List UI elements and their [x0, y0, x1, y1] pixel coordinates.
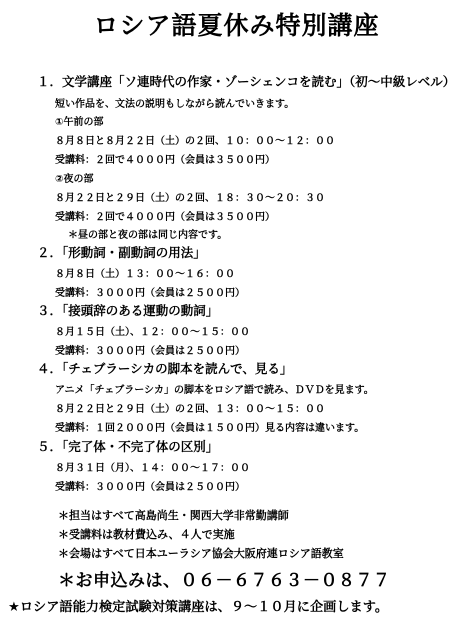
course-1-evening-schedule: ８月２２日と２９日（土）の２回、１８：３０～２０：３０ — [55, 193, 325, 204]
note-fee-includes: ＊受講料は教材費込み、４人で実施 — [58, 528, 235, 541]
course-1-evening-label: ②夜の部 — [55, 174, 94, 185]
course-5-schedule: ８月３１日（月）、１４：００～１７：００ — [55, 463, 250, 474]
note-venue: ＊会場はすべて日本ユーラシア協会大阪府連ロシア語教室 — [58, 547, 344, 560]
course-1-morning-label: ①午前の部 — [55, 117, 104, 128]
course-1-morning-schedule: ８月８日と８月２２日（土）の２回、１０：００～１２：００ — [55, 136, 335, 147]
course-3-fee: 受講料：３０００円（会員は２５００円） — [55, 346, 245, 357]
footer-announcement: ★ロシア語能力検定試験対策講座は、９～１０月に企画します。 — [8, 600, 389, 615]
course-4-fee: 受講料：１回２０００円（会員は１５００円）見る内容は違います。 — [55, 423, 365, 434]
course-1-evening-fee: 受講料：２回で４０００円（会員は３５００円） — [55, 212, 275, 223]
page-title: ロシア語夏休み特別講座 — [93, 11, 380, 40]
course-4-schedule: ８月２２日と２９日（土）の２回、１３：００～１５：００ — [55, 404, 325, 415]
course-3-heading: ３．「接頭辞のある運動の動詞」 — [37, 303, 219, 318]
course-2-heading: ２．「形動詞・副動詞の用法」 — [37, 245, 206, 260]
course-2-fee: 受講料：３０００円（会員は２５００円） — [55, 288, 245, 299]
course-3-schedule: ８月１５日（土）、１２：００～１５：００ — [55, 327, 250, 338]
course-1-note: ＊昼の部と夜の部は同じ内容です。 — [68, 230, 228, 241]
course-5-fee: 受講料：３０００円（会員は２５００円） — [55, 482, 245, 493]
course-5-heading: ５．「完了体・不完了体の区別」 — [37, 439, 219, 454]
course-4-description: アニメ「チェブラーシカ」の脚本をロシア語で読み、ＤＶＤを見ます。 — [55, 385, 374, 396]
course-1-morning-fee: 受講料：２回で４０００円（会員は３５００円） — [55, 155, 275, 166]
course-1-description: 短い作品を、文法の説明もしながら読んでいきます。 — [55, 99, 295, 110]
note-instructor: ＊担当はすべて高島尚生・関西大学非常勤講師 — [58, 509, 289, 522]
course-1-heading: １．文学講座「ソ連時代の作家・ゾーシェンコを読む」（初～中級レベル） — [37, 74, 456, 89]
course-4-heading: ４．「チェブラーシカの脚本を読んで、見る」 — [37, 361, 293, 376]
application-phone: ＊お申込みは、０６－６７６３－０８７７ — [58, 571, 391, 591]
course-2-schedule: ８月８日（土）１３：００～１６：００ — [55, 269, 235, 280]
